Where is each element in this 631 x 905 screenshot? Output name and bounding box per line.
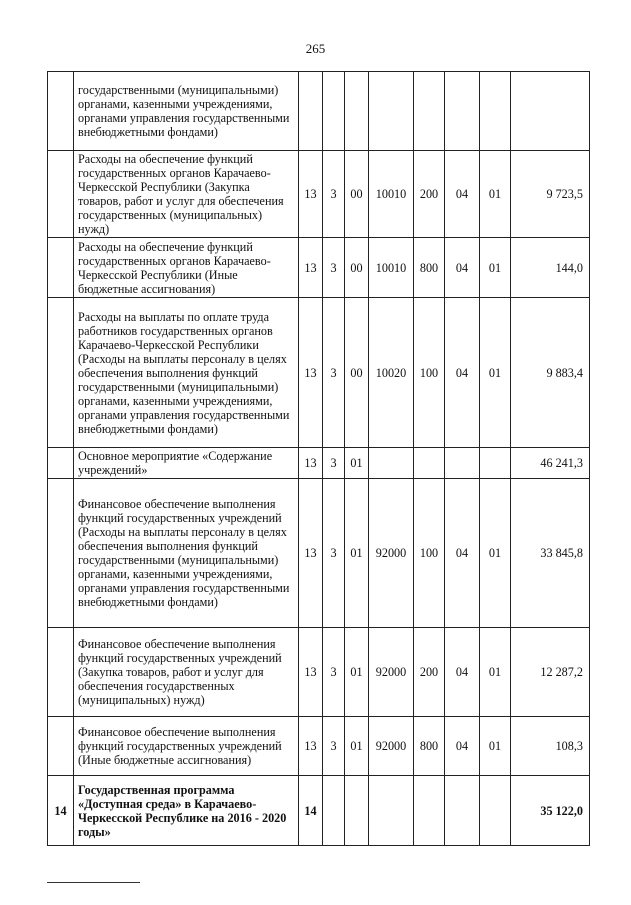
code-4-cell: 92000: [369, 717, 414, 776]
code-3-cell: 01: [345, 479, 369, 628]
code-3-cell: [345, 72, 369, 151]
code-2-cell: 3: [323, 717, 345, 776]
code-3-cell: 00: [345, 151, 369, 238]
code-1-cell: 13: [299, 298, 323, 448]
table-row: [48, 448, 590, 479]
code-3-cell: 01: [345, 717, 369, 776]
code-6-cell: 04: [445, 298, 480, 448]
code-2-cell: 3: [323, 448, 345, 479]
amount-cell: 9 723,5: [511, 151, 590, 238]
item-name-cell: государственными (муниципальными) органами, казенными учреждениями, органами управления государственными внебюджетными фондами): [74, 72, 299, 151]
code-5-cell: [414, 776, 445, 846]
code-7-cell: 01: [480, 298, 511, 448]
row-number-cell: [48, 72, 74, 151]
code-4-cell: 10020: [369, 298, 414, 448]
code-4-cell: [369, 776, 414, 846]
item-name-cell: Расходы на обеспечение функций государственных органов Карачаево-Черкесской Республики (Иные бюджетные ассигнования): [74, 238, 299, 298]
code-1-cell: 13: [299, 479, 323, 628]
code-7-cell: 01: [480, 479, 511, 628]
code-2-cell: 3: [323, 238, 345, 298]
table-row: [48, 151, 590, 238]
amount-cell: [511, 72, 590, 151]
row-number-cell: [48, 151, 74, 238]
code-2-cell: 3: [323, 628, 345, 717]
code-7-cell: 01: [480, 151, 511, 238]
code-7-cell: [480, 776, 511, 846]
code-6-cell: [445, 448, 480, 479]
code-4-cell: 92000: [369, 479, 414, 628]
code-5-cell: 100: [414, 479, 445, 628]
item-name-cell: Основное мероприятие «Содержание учреждений»: [74, 448, 299, 479]
item-name-cell: Расходы на выплаты по оплате труда работников государственных органов Карачаево-Черкесской Республики (Расходы на выплаты персоналу в целях обеспечения выполнения функций государственными (муниципальными) органами, казенными учреждениями, органами управления государственными внебюджетными фондами): [74, 298, 299, 448]
code-6-cell: [445, 72, 480, 151]
table-row: [48, 776, 590, 846]
code-4-cell: 10010: [369, 238, 414, 298]
row-number-cell: [48, 238, 74, 298]
code-3-cell: 00: [345, 298, 369, 448]
code-5-cell: 200: [414, 628, 445, 717]
table-row: [48, 628, 590, 717]
code-5-cell: 200: [414, 151, 445, 238]
table-body: [48, 72, 590, 846]
amount-cell: 12 287,2: [511, 628, 590, 717]
row-number-cell: [48, 479, 74, 628]
code-5-cell: [414, 448, 445, 479]
code-6-cell: 04: [445, 628, 480, 717]
code-5-cell: 800: [414, 717, 445, 776]
code-2-cell: 3: [323, 151, 345, 238]
item-name-cell: Финансовое обеспечение выполнения функций государственных учреждений (Расходы на выплаты персоналу в целях обеспечения выполнения функций государственными (муниципальными) органами, казенными учреждениями, органами управления государственными внебюджетными фондами): [74, 479, 299, 628]
footnote-divider: [47, 882, 140, 883]
code-1-cell: [299, 72, 323, 151]
table-row: [48, 479, 590, 628]
code-4-cell: [369, 72, 414, 151]
code-4-cell: 92000: [369, 628, 414, 717]
code-5-cell: 100: [414, 298, 445, 448]
code-2-cell: 3: [323, 479, 345, 628]
code-1-cell: 13: [299, 238, 323, 298]
code-6-cell: 04: [445, 238, 480, 298]
code-7-cell: 01: [480, 628, 511, 717]
row-number-cell: 14: [48, 776, 74, 846]
table-row: [48, 717, 590, 776]
code-6-cell: 04: [445, 717, 480, 776]
code-1-cell: 13: [299, 628, 323, 717]
code-2-cell: [323, 776, 345, 846]
row-number-cell: [48, 628, 74, 717]
row-number-cell: [48, 448, 74, 479]
code-2-cell: 3: [323, 298, 345, 448]
item-name-cell: Расходы на обеспечение функций государственных органов Карачаево-Черкесской Республики (Закупка товаров, работ и услуг для обеспечения государственных (муниципальных) нужд): [74, 151, 299, 238]
item-name-cell: Финансовое обеспечение выполнения функций государственных учреждений (Закупка товаров, работ и услуг для обеспечения государственных (муниципальных) нужд): [74, 628, 299, 717]
table-row: [48, 72, 590, 151]
code-3-cell: 01: [345, 628, 369, 717]
code-6-cell: [445, 776, 480, 846]
code-1-cell: 14: [299, 776, 323, 846]
amount-cell: 35 122,0: [511, 776, 590, 846]
code-7-cell: 01: [480, 238, 511, 298]
code-1-cell: 13: [299, 151, 323, 238]
amount-cell: 9 883,4: [511, 298, 590, 448]
code-4-cell: 10010: [369, 151, 414, 238]
code-4-cell: [369, 448, 414, 479]
code-3-cell: 00: [345, 238, 369, 298]
item-name-cell: Финансовое обеспечение выполнения функций государственных учреждений (Иные бюджетные ассигнования): [74, 717, 299, 776]
code-7-cell: 01: [480, 717, 511, 776]
code-7-cell: [480, 72, 511, 151]
code-6-cell: 04: [445, 479, 480, 628]
table-row: [48, 238, 590, 298]
table-row: [48, 298, 590, 448]
row-number-cell: [48, 717, 74, 776]
code-6-cell: 04: [445, 151, 480, 238]
code-3-cell: 01: [345, 448, 369, 479]
amount-cell: 33 845,8: [511, 479, 590, 628]
amount-cell: 108,3: [511, 717, 590, 776]
amount-cell: 144,0: [511, 238, 590, 298]
page-number: 265: [305, 41, 326, 56]
code-5-cell: [414, 72, 445, 151]
code-7-cell: [480, 448, 511, 479]
code-1-cell: 13: [299, 717, 323, 776]
code-3-cell: [345, 776, 369, 846]
code-2-cell: [323, 72, 345, 151]
code-5-cell: 800: [414, 238, 445, 298]
item-name-cell: Государственная программа «Доступная среда» в Карачаево-Черкесской Республике на 2016 - 2020 годы»: [74, 776, 299, 846]
budget-table: [47, 71, 590, 846]
code-1-cell: 13: [299, 448, 323, 479]
row-number-cell: [48, 298, 74, 448]
amount-cell: 46 241,3: [511, 448, 590, 479]
